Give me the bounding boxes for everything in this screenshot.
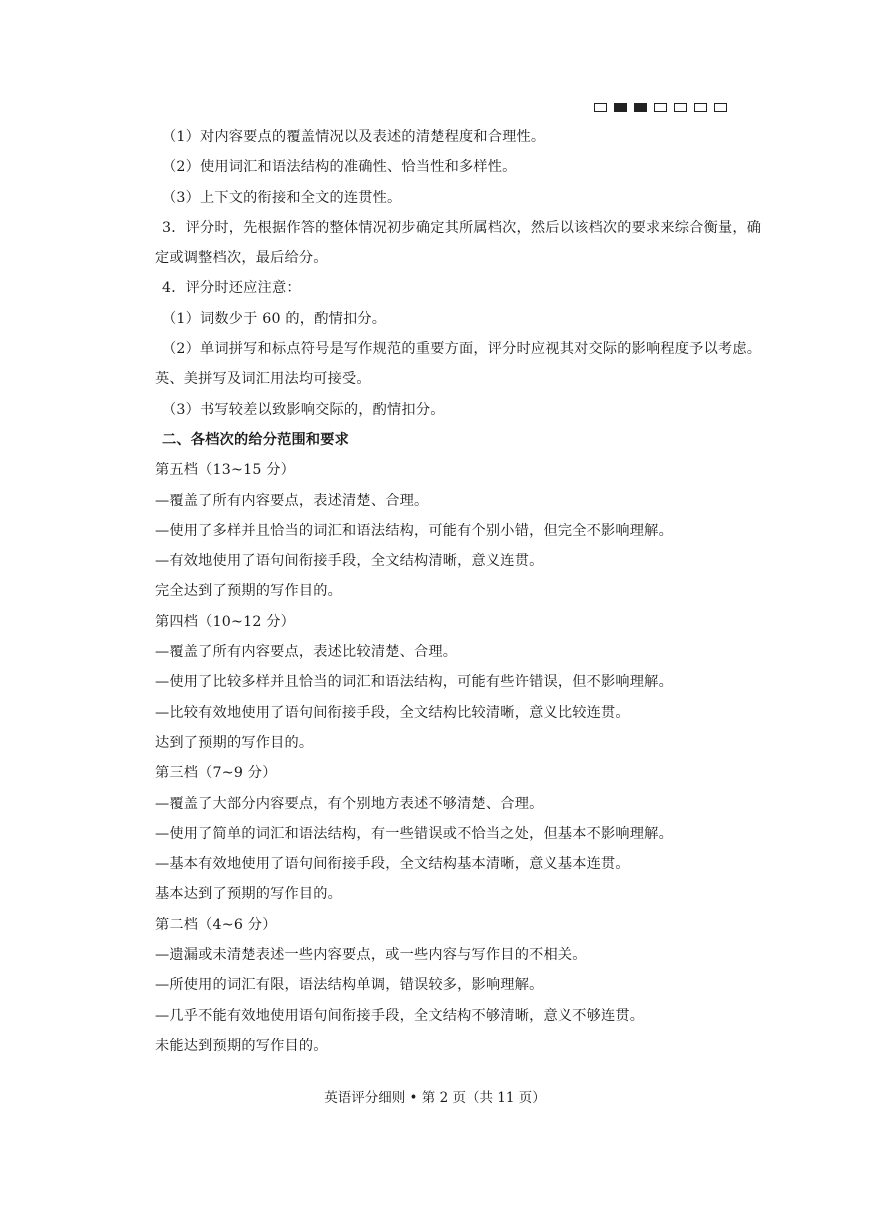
- paragraph: —使用了多样并且恰当的词汇和语法结构，可能有个别小错，但完全不影响理解。: [155, 522, 673, 539]
- paragraph: 3．评分时，先根据作答的整体情况初步确定其所属档次，然后以该档次的要求来综合衡量，确定或调整档次，最后给分。: [155, 219, 762, 267]
- paragraph: （1）对内容要点的覆盖情况以及表述的清楚程度和合理性。: [162, 129, 546, 145]
- paragraph: （3）书写较差以致影响交际的，酌情扣分。: [162, 401, 445, 418]
- page-body: [155, 122, 767, 1061]
- paragraph: —覆盖了大部分内容要点，有个别地方表述不够清楚、合理。: [155, 795, 544, 812]
- paragraph: （3）上下文的衔接和全文的连贯性。: [162, 189, 402, 206]
- section-heading: 二、各档次的给分范围和要求: [162, 431, 350, 448]
- marker-square: [674, 103, 687, 112]
- page-footer: 英语评分细则 • 第 2 页（共 11 页）: [324, 1090, 546, 1106]
- page-marker: [594, 103, 727, 112]
- paragraph: —使用了比较多样并且恰当的词汇和语法结构，可能有些许错误，但不影响理解。: [155, 674, 673, 691]
- paragraph: —所使用的词汇有限，语法结构单调，错误较多，影响理解。: [155, 977, 544, 994]
- paragraph: 第四档（10~12 分）: [155, 613, 296, 630]
- marker-square: [594, 103, 607, 112]
- paragraph: 第三档（7~9 分）: [155, 765, 277, 782]
- paragraph: —基本有效地使用了语句间衔接手段，全文结构基本清晰，意义基本连贯。: [155, 856, 630, 873]
- marker-square: [654, 103, 667, 112]
- marker-square: [714, 103, 727, 112]
- paragraph: 第二档（4~6 分）: [155, 916, 277, 933]
- paragraph: —比较有效地使用了语句间衔接手段，全文结构比较清晰，意义比较连贯。: [155, 704, 630, 721]
- paragraph: 第五档（13~15 分）: [155, 462, 296, 479]
- marker-square: [614, 103, 627, 112]
- paragraph: 完全达到了预期的写作目的。: [155, 583, 343, 600]
- marker-square: [634, 103, 647, 112]
- paragraph: 基本达到了预期的写作目的。: [155, 886, 343, 903]
- paragraph: —使用了简单的词汇和语法结构，有一些错误或不恰当之处，但基本不影响理解。: [155, 825, 673, 842]
- paragraph: 未能达到预期的写作目的。: [155, 1037, 328, 1054]
- marker-square: [694, 103, 707, 112]
- paragraph: —覆盖了所有内容要点，表述清楚、合理。: [155, 492, 429, 509]
- paragraph: （1）词数少于 60 的，酌情扣分。: [162, 310, 387, 327]
- paragraph: —覆盖了所有内容要点，表述比较清楚、合理。: [155, 644, 458, 661]
- paragraph: （2）单词拼写和标点符号是写作规范的重要方面，评分时应视其对交际的影响程度予以考虑。英、美拼写及词汇用法均可接受。: [155, 341, 762, 388]
- paragraph: 达到了预期的写作目的。: [155, 734, 314, 751]
- paragraph: 4．评分时还应注意：: [162, 280, 301, 297]
- paragraph: （2）使用词汇和语法结构的准确性、恰当性和多样性。: [162, 159, 517, 176]
- paragraph: —几乎不能有效地使用语句间衔接手段，全文结构不够清晰，意义不够连贯。: [155, 1007, 645, 1024]
- paragraph: —有效地使用了语句间衔接手段，全文结构清晰，意义连贯。: [155, 553, 544, 570]
- paragraph: —遗漏或未清楚表述一些内容要点，或一些内容与写作目的不相关。: [155, 947, 587, 964]
